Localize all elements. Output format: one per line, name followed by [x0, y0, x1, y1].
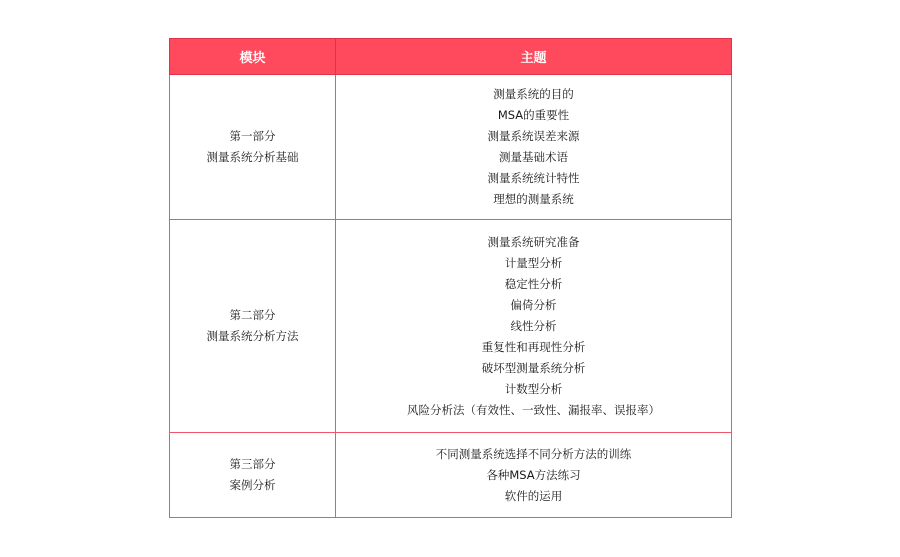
topic-item: 测量系统统计特性	[487, 171, 580, 185]
topic-item: 计数型分析	[504, 381, 563, 396]
module-cell	[170, 220, 336, 433]
topics-cell	[336, 75, 732, 220]
topics-cell	[336, 433, 732, 518]
topic-item: 理想的测量系统	[493, 192, 574, 206]
topic-item: 计量型分析	[504, 255, 563, 270]
topic-item: 测量基础术语	[499, 150, 568, 164]
topic-item: 线性分析	[510, 318, 557, 333]
module-title: 测量系统分析方法	[206, 329, 299, 343]
table-row	[170, 433, 732, 518]
header-module: 模块	[170, 39, 336, 75]
topic-item: 不同测量系统选择不同分析方法的训练	[435, 446, 632, 461]
module-cell	[170, 75, 336, 220]
module-title: 案例分析	[229, 478, 276, 492]
topic-item: 测量系统研究准备	[487, 234, 580, 249]
module-part-label: 第二部分	[229, 308, 276, 322]
topic-item: MSA的重要性	[497, 108, 570, 122]
topic-item: 测量系统的目的	[493, 87, 574, 101]
header-topic: 主题	[336, 39, 732, 75]
table-row	[170, 220, 732, 433]
topic-item: 重复性和再现性分析	[481, 339, 586, 354]
topic-item: 风险分析法（有效性、一致性、漏报率、误报率）	[407, 402, 660, 417]
topic-item: 破坏型测量系统分析	[481, 360, 586, 375]
module-part-label: 第一部分	[229, 129, 276, 143]
table-header-row	[170, 39, 732, 75]
module-part-label: 第三部分	[229, 457, 276, 471]
topics-cell	[336, 220, 732, 433]
table-row	[170, 75, 732, 220]
module-cell	[170, 433, 336, 518]
topic-item: 稳定性分析	[504, 276, 563, 291]
topic-item: 测量系统误差来源	[487, 129, 580, 143]
module-title: 测量系统分析基础	[206, 150, 299, 164]
topic-item: 偏倚分析	[510, 297, 557, 312]
topic-item: 各种MSA方法练习	[486, 467, 581, 482]
course-outline-table	[169, 38, 732, 518]
topic-item: 软件的运用	[504, 488, 563, 503]
